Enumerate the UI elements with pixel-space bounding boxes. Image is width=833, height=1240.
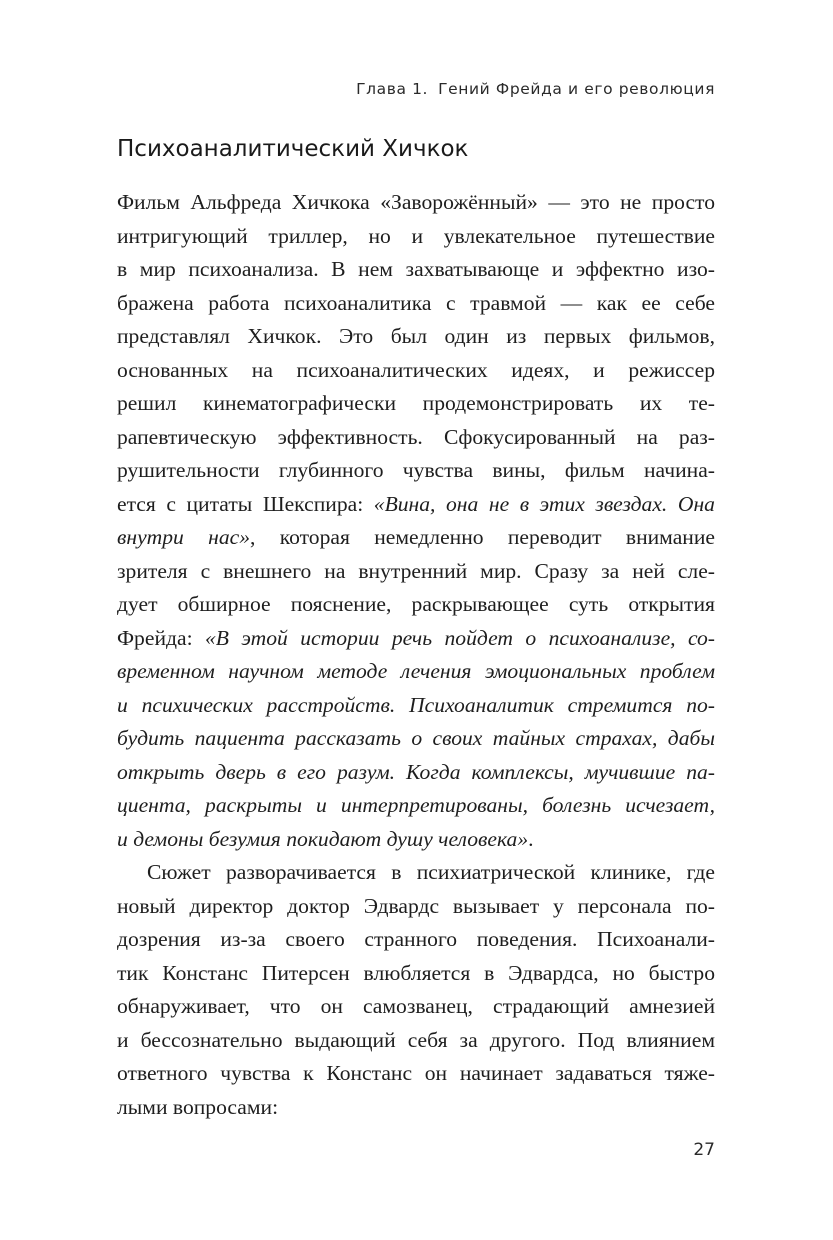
text-line (117, 823, 715, 857)
text-run: . (528, 826, 534, 851)
text-line (117, 521, 715, 555)
text-run: ется с цитаты Шекспира: (117, 491, 374, 516)
text-line: новый директор доктор Эдвардс вызывает у персонала по- (117, 893, 715, 918)
body-text (117, 186, 715, 1124)
text-line: Фильм Альфреда Хичкока «Заворожённый» — это не просто (117, 190, 715, 214)
text-line: Сюжет разворачивается в психиатрической клинике, где (147, 860, 715, 884)
quote-shakespeare-end: внутри нас» (117, 525, 251, 549)
quote-film-intro: временном научном методе лечения эмоциональных проблем (117, 659, 715, 683)
paragraph-2 (117, 856, 715, 1124)
chapter-title: Гений Фрейда и его революция (438, 80, 715, 98)
text-run: Фрейда: (117, 625, 205, 650)
text-line (117, 689, 715, 723)
section-title: Психоаналитический Хичкок (117, 136, 469, 162)
quote-film-intro: «В этой истории речь пойдет о психоанализе, со- (205, 625, 716, 650)
text-line: представлял Хичкок. Это был один из первых фильмов, (117, 324, 715, 348)
text-line (117, 722, 715, 756)
text-line: решил кинематографически продемонстрировать их те- (117, 391, 715, 415)
quote-film-intro: циента, раскрыты и интерпретированы, болезнь исчезает, (117, 793, 715, 817)
text-line (117, 488, 715, 522)
chapter-label: Глава 1. (356, 80, 429, 98)
text-line: интригующий триллер, но и увлекательное путешествие (117, 223, 715, 248)
text-line: лыми вопросами: (117, 1094, 279, 1119)
text-run: , которая немедленно переводит внимание (250, 525, 715, 549)
text-line: тик Констанс Питерсен влюбляется в Эдвардса, но быстро (117, 960, 715, 985)
paragraph-1 (117, 186, 715, 856)
text-line (117, 789, 715, 823)
running-head (356, 80, 715, 98)
text-line: и бессознательно выдающий себя за другого. Под влиянием (117, 1027, 715, 1052)
text-line: основанных на психоаналитических идеях, и режиссер (117, 357, 715, 382)
text-line (117, 756, 715, 790)
text-line: дует обширное пояснение, раскрывающее суть открытия (117, 592, 715, 616)
text-line: в мир психоанализа. В нем захватывающе и эффектно изо- (117, 257, 715, 281)
text-line: ответного чувства к Констанс он начинает задаваться тяже- (117, 1061, 715, 1085)
quote-film-intro: открыть дверь в его разум. Когда комплексы, мучившие па- (117, 759, 715, 784)
text-line: бражена работа психоаналитика с травмой — как ее себе (117, 290, 715, 315)
quote-shakespeare: «Вина, она не в этих звездах. Она (373, 491, 715, 516)
text-line: обнаруживает, что он самозванец, страдающий амнезией (117, 994, 715, 1018)
quote-film-intro: и психических расстройств. Психоаналитик стремится по- (117, 692, 715, 717)
quote-film-intro-end: и демоны безумия покидают душу человека» (117, 826, 529, 851)
quote-film-intro: будить пациента рассказать о своих тайных страхах, дабы (117, 726, 715, 750)
text-line: зрителя с внешнего на внутренний мир. Сразу за ней сле- (117, 558, 715, 583)
text-line: дозрения из-за своего странного поведения. Психоанали- (117, 927, 715, 951)
text-line (117, 622, 715, 656)
page-number: 27 (693, 1140, 715, 1160)
text-line: рапевтическую эффективность. Сфокусированный на раз- (117, 424, 715, 449)
text-line (117, 655, 715, 689)
text-line: рушительности глубинного чувства вины, фильм начина- (117, 458, 715, 482)
